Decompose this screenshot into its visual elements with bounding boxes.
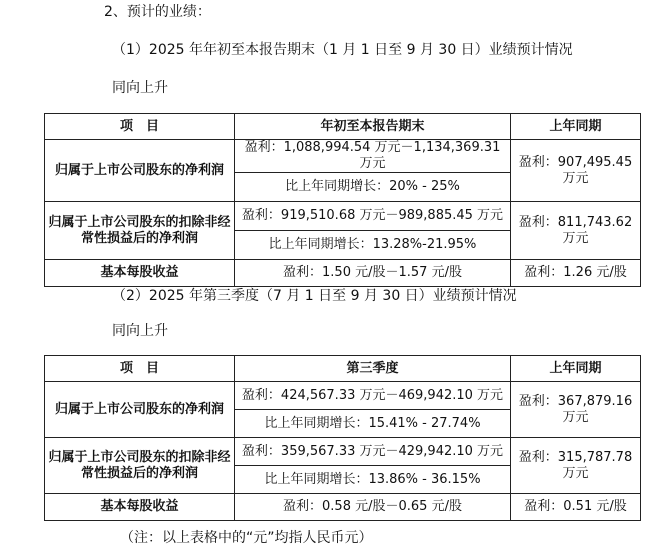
header-prior: 上年同期 (511, 356, 641, 382)
eps-prior: 盈利：1.26 元/股 (511, 260, 641, 287)
part1-trend: 同向上升 (112, 80, 168, 96)
part2-trend: 同向上升 (112, 323, 168, 339)
part1-heading: （1）2025 年年初至本报告期末（1 月 1 日至 9 月 30 日）业绩预计情况 (112, 42, 573, 58)
prior-value: 盈利：811,743.62 万元 (511, 202, 641, 260)
profit-range: 盈利：1,088,994.54 万元－1,134,369.31 万元 (235, 140, 511, 173)
table-row (45, 382, 641, 410)
eps-label: 基本每股收益 (45, 494, 235, 521)
row-label: 归属于上市公司股东的扣除非经常性损益后的净利润 (45, 438, 235, 494)
table-header-row (45, 114, 641, 140)
table-row (45, 202, 641, 231)
part2-heading: （2）2025 年第三季度（7 月 1 日至 9 月 30 日）业绩预计情况 (112, 288, 517, 304)
growth-range: 比上年同期增长：15.41% ‑ 27.74% (235, 410, 511, 438)
growth-range: 比上年同期增长：13.28%-21.95% (235, 231, 511, 260)
prior-value: 盈利：907,495.45 万元 (511, 140, 641, 202)
row-label: 归属于上市公司股东的扣除非经常性损益后的净利润 (45, 202, 235, 260)
row-label: 归属于上市公司股东的净利润 (45, 140, 235, 202)
table-row (45, 140, 641, 173)
prior-value: 盈利：367,879.16 万元 (511, 382, 641, 438)
header-period: 第三季度 (235, 356, 511, 382)
eps-label: 基本每股收益 (45, 260, 235, 287)
table-header-row (45, 356, 641, 382)
header-period: 年初至本报告期末 (235, 114, 511, 140)
table-note: （注：以上表格中的“元”均指人民币元） (120, 530, 373, 546)
header-item: 项 目 (45, 114, 235, 140)
profit-range: 盈利：359,567.33 万元－429,942.10 万元 (235, 438, 511, 466)
part2-table (44, 355, 641, 521)
eps-value: 盈利：0.58 元/股－0.65 元/股 (235, 494, 511, 521)
row-label: 归属于上市公司股东的净利润 (45, 382, 235, 438)
eps-value: 盈利：1.50 元/股－1.57 元/股 (235, 260, 511, 287)
profit-range: 盈利：424,567.33 万元－469,942.10 万元 (235, 382, 511, 410)
prior-value: 盈利：315,787.78 万元 (511, 438, 641, 494)
section-title: 2、预计的业绩： (104, 4, 211, 20)
growth-range: 比上年同期增长：20% ‑ 25% (235, 173, 511, 202)
header-item: 项 目 (45, 356, 235, 382)
header-prior: 上年同期 (511, 114, 641, 140)
growth-range: 比上年同期增长：13.86% ‑ 36.15% (235, 466, 511, 494)
part1-table (44, 113, 641, 287)
table-row (45, 438, 641, 466)
eps-prior: 盈利：0.51 元/股 (511, 494, 641, 521)
profit-range: 盈利：919,510.68 万元－989,885.45 万元 (235, 202, 511, 231)
table-row (45, 494, 641, 521)
table-row (45, 260, 641, 287)
